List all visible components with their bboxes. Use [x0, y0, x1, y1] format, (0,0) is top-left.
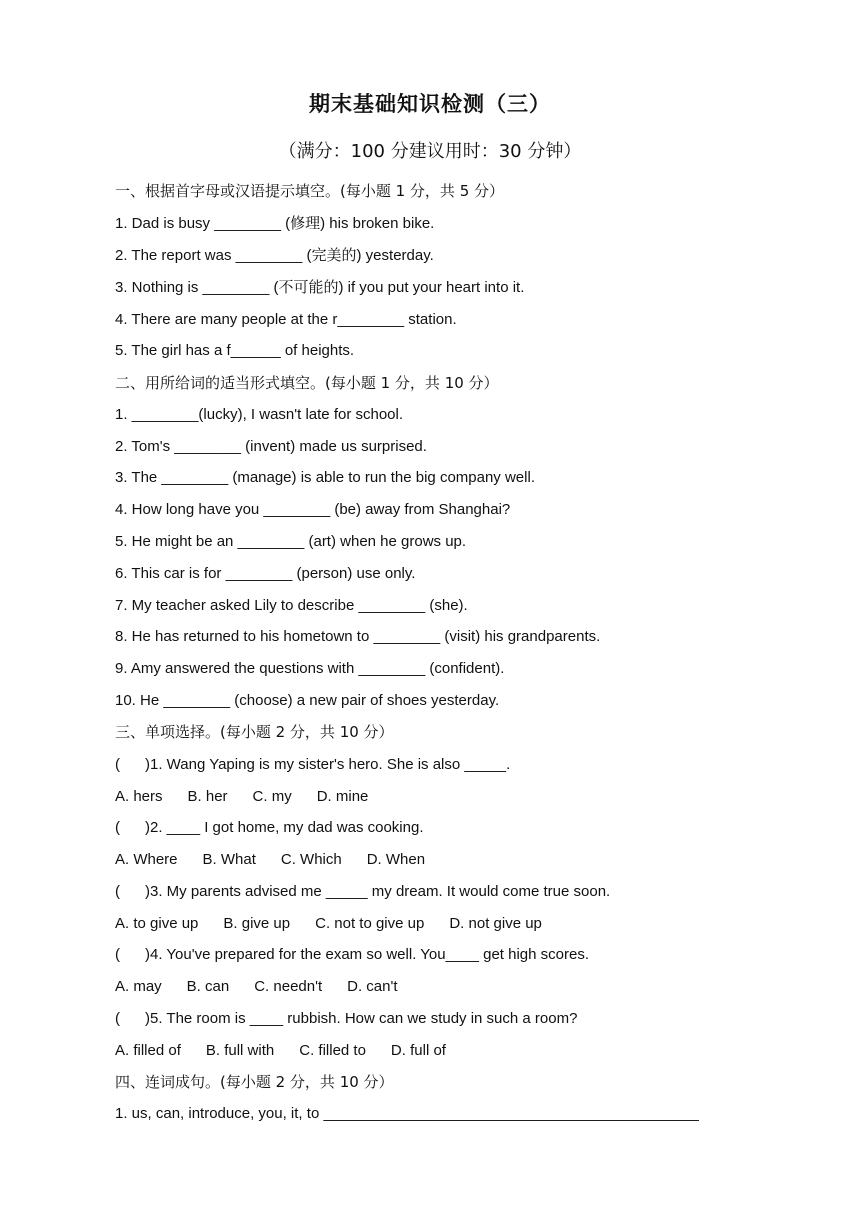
- section3-question: ( )1. Wang Yaping is my sister's hero. She is also _____.: [115, 756, 511, 773]
- section3-options: A. may B. can C. needn't D. can't: [115, 978, 398, 995]
- section2-item: 8. He has returned to his hometown to ________ (visit) his grandparents.: [115, 628, 601, 645]
- section4-item: 1. us, can, introduce, you, it, to _____________________________________________: [115, 1105, 699, 1122]
- section2-item: 9. Amy answered the questions with ________ (confident).: [115, 660, 505, 677]
- page-title: 期末基础知识检测（三）: [309, 92, 551, 116]
- section2-item: 10. He ________ (choose) a new pair of shoes yesterday.: [115, 692, 500, 709]
- section2-item: 2. Tom's ________ (invent) made us surprised.: [115, 438, 427, 455]
- section1-item: 3. Nothing is ________ (不可能的) if you put your heart into it.: [115, 279, 525, 296]
- section1-item: 5. The girl has a f______ of heights.: [115, 342, 355, 359]
- section3-question: ( )3. My parents advised me _____ my dream. It would come true soon.: [115, 883, 611, 900]
- section1-item: 4. There are many people at the r________ station.: [115, 311, 457, 328]
- section1-heading: 一、根据首字母或汉语提示填空。(每小题 1 分，共 5 分）: [115, 182, 505, 200]
- section3-options: A. Where B. What C. Which D. When: [115, 851, 426, 868]
- page-subtitle: （满分：100 分建议用时：30 分钟）: [278, 141, 582, 162]
- section3-options: A. hers B. her C. my D. mine: [115, 788, 369, 805]
- section2-heading: 二、用所给词的适当形式填空。(每小题 1 分，共 10 分）: [115, 374, 499, 392]
- section2-item: 3. The ________ (manage) is able to run the big company well.: [115, 469, 535, 486]
- section3-question: ( )5. The room is ____ rubbish. How can we study in such a room?: [115, 1010, 578, 1027]
- section2-item: 1. ________(lucky), I wasn't late for school.: [115, 406, 404, 423]
- section2-item: 5. He might be an ________ (art) when he grows up.: [115, 533, 467, 550]
- section2-item: 7. My teacher asked Lily to describe ________ (she).: [115, 597, 468, 614]
- section3-heading: 三、单项选择。(每小题 2 分，共 10 分）: [115, 723, 394, 741]
- section2-item: 6. This car is for ________ (person) use only.: [115, 565, 416, 582]
- section3-question: ( )2. ____ I got home, my dad was cooking.: [115, 819, 424, 836]
- section1-item: 1. Dad is busy ________ (修理) his broken bike.: [115, 215, 435, 232]
- section1-item: 2. The report was ________ (完美的) yesterday.: [115, 247, 434, 264]
- section4-heading: 四、连词成句。(每小题 2 分，共 10 分）: [115, 1073, 394, 1091]
- section3-options: A. filled of B. full with C. filled to D. full of: [115, 1042, 446, 1059]
- section3-options: A. to give up B. give up C. not to give up D. not give up: [115, 915, 542, 932]
- section3-question: ( )4. You've prepared for the exam so well. You____ get high scores.: [115, 946, 589, 963]
- section2-item: 4. How long have you ________ (be) away from Shanghai?: [115, 501, 511, 518]
